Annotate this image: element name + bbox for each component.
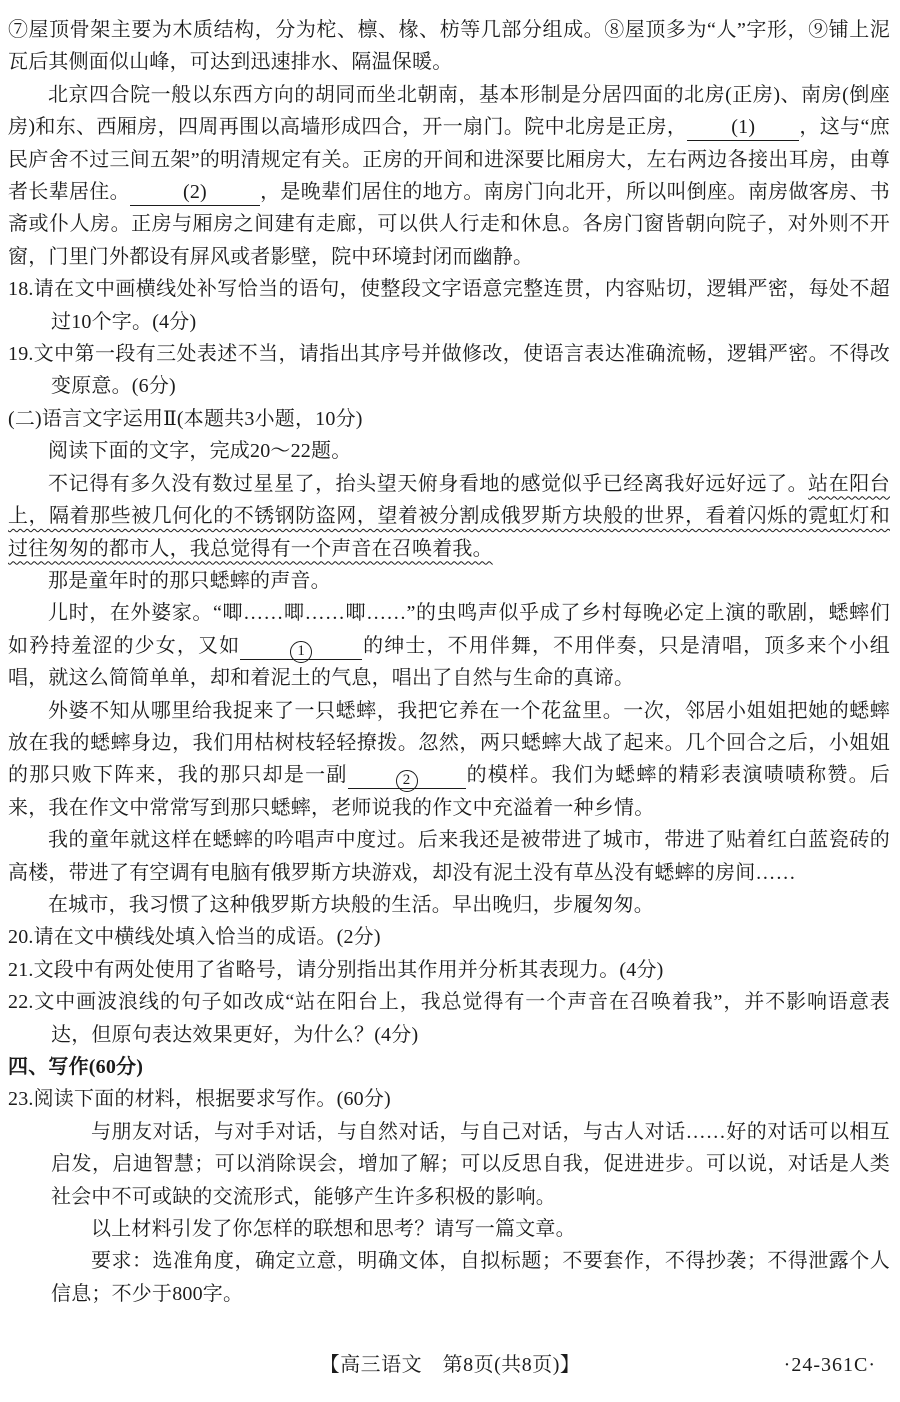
- paragraph: 我的童年就这样在蟋蟀的吟唱声中度过。后来我还是被带进了城市，带进了贴着红白蓝瓷砖的高楼，带进了有空调有电脑有俄罗斯方块游戏，却没有泥土没有草丛没有蟋蟀的房间……: [8, 829, 890, 884]
- circled-number: 1: [290, 641, 312, 663]
- fill-in-blank: (1): [687, 114, 799, 141]
- fill-in-blank: (2): [130, 179, 260, 206]
- footer-page-info: 【高三语文 第8页(共8页)】: [319, 1354, 581, 1376]
- paragraph: 那是童年时的那只蟋蟀的声音。: [48, 569, 331, 592]
- paragraph: 在城市，我习惯了这种俄罗斯方块般的生活。早出晚归，步履匆匆。: [48, 893, 654, 916]
- circled-number: 2: [396, 770, 418, 792]
- question-item: 20.请在文中横线处填入恰当的成语。(2分): [8, 926, 381, 949]
- material-paragraph: 与朋友对话，与对手对话，与自然对话，与自己对话，与古人对话……好的对话可以相互启发，启迪智慧；可以消除误会，增加了解；可以反思自我，促进进步。可以说，对话是人类社会中不可或缺的交流形式，能够产生许多积极的影响。: [51, 1120, 890, 1208]
- paragraph: 北京四合院一般以东西方向的胡同而坐北朝南，基本形制是分居四面的北房(正房)、南房(倒座房)和东、西厢房，四周再围以高墙形成四合，开一扇门。院中北房是正房， (1) ，这与“庶民庐舍不过三间五架”的明清规定有关。正房的开间和进深要比厢房大，左右两边各接出耳房，由尊者长辈居住。 (2) ，是晚辈们居住的地方。南房门向北开，所以叫倒座。南房做客房、书斋或仆人房。正房与厢房之间建有走廊，可以供人行走和休息。各房门窗皆朝向院子，对外则不开窗，门里门外都设有屏风或者影壁，院中环境封闭而幽静。: [8, 83, 891, 268]
- footer-paper-code: ·24-361C·: [783, 1354, 876, 1376]
- question-item: 18.请在文中画横线处补写恰当的语句，使整段文字语意完整连贯，内容贴切，逻辑严密，每处不超过10个字。(4分): [8, 278, 890, 333]
- paragraph: ⑦屋顶骨架主要为木质结构，分为柁、檩、椽、枋等几部分组成。⑧屋顶多为“人”字形，⑨铺上泥瓦后其侧面似山峰，可达到迅速排水、隔温保暖。: [8, 19, 890, 74]
- section-heading: 四、写作(60分): [8, 1056, 144, 1078]
- section-heading: (二)语言文字运用Ⅱ(本题共3小题，10分): [8, 407, 363, 430]
- fill-in-blank: [240, 633, 362, 660]
- exam-body: [8, 14, 890, 1310]
- paragraph: 儿时，在外婆家。“唧……唧……唧……”的虫鸣声似乎成了乡村每晚必定上演的歌剧，蟋蟀们如矜持羞涩的少女，又如 1 的绅士，不用伴舞，不用伴奏，只是清唱，顶多来个小组唱，就这么简简单单，却和着泥土的气息，唱出了自然与生命的真谛。: [8, 602, 891, 690]
- paragraph: 不记得有多久没有数过星星了，抬头望天俯身看地的感觉似乎已经离我好远好远了。站在阳台上，隔着那些被几何化的不锈钢防盗网，望着被分割成俄罗斯方块般的世界，看着闪烁的霓虹灯和过往匆匆的都市人，我总觉得有一个声音在召唤着我。: [8, 472, 890, 560]
- question-item: 22.文中画波浪线的句子如改成“站在阳台上，我总觉得有一个声音在召唤着我”，并不影响语意表达，但原句表达效果更好，为什么？(4分): [8, 991, 890, 1046]
- question-item: 23.阅读下面的材料，根据要求写作。(60分): [8, 1088, 391, 1111]
- page-footer: [0, 1350, 900, 1380]
- paragraph: 外婆不知从哪里给我捉来了一只蟋蟀，我把它养在一个花盆里。一次，邻居小姐姐把她的蟋蟀放在我的蟋蟀身边，我们用枯树枝轻轻撩拨。忽然，两只蟋蟀大战了起来。几个回合之后，小姐姐的那只败下阵来，我的那只却是一副 2 的模样。我们为蟋蟀的精彩表演啧啧称赞。后来，我在作文中常常写到那只蟋蟀，老师说我的作文中充溢着一种乡情。: [8, 699, 891, 819]
- fill-in-blank: [348, 762, 466, 789]
- material-paragraph: 要求：选准角度，确定立意，明确文体，自拟标题；不要套作，不得抄袭；不得泄露个人信息；不少于800字。: [51, 1250, 890, 1305]
- material-paragraph: 以上材料引发了你怎样的联想和思考？请写一篇文章。: [91, 1218, 576, 1241]
- wavy-underlined-text: 站在阳台上，隔着那些被几何化的不锈钢防盗网，望着被分割成俄罗斯方块般的世界，看着闪烁的霓虹灯和过往匆匆的都市人，我总觉得有一个声音在召唤着我。: [8, 472, 890, 560]
- question-item: 19.文中第一段有三处表述不当，请指出其序号并做修改，使语言表达准确流畅，逻辑严密。不得改变原意。(6分): [8, 343, 890, 398]
- paragraph: 阅读下面的文字，完成20～22题。: [48, 440, 352, 463]
- question-item: 21.文段中有两处使用了省略号，请分别指出其作用并分析其表现力。(4分): [8, 958, 664, 981]
